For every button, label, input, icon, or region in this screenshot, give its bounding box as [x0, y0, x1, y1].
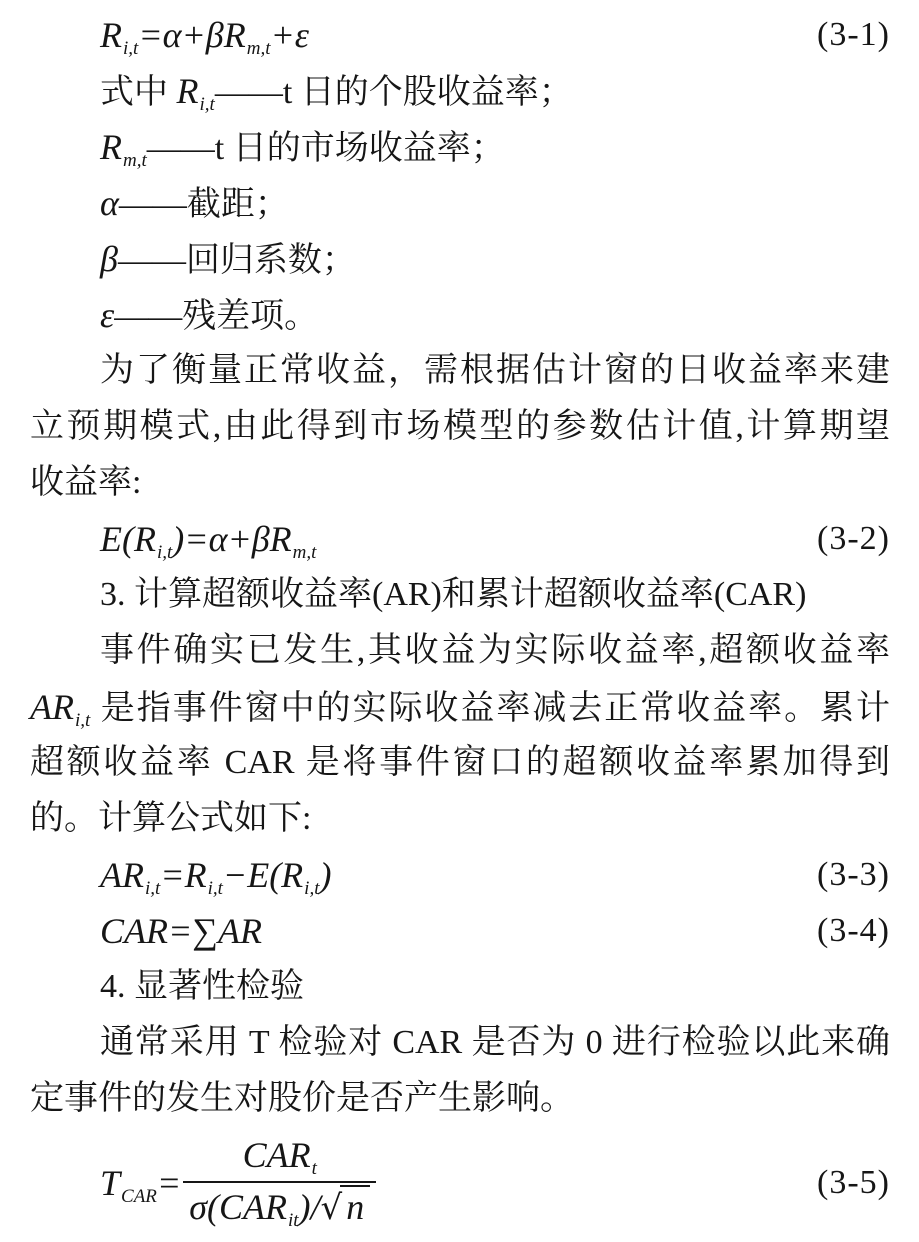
math-subscript: i,t [156, 542, 173, 563]
math-subscript: t [311, 1158, 317, 1179]
paragraph-3-line-2: 定事件的发生对股价是否产生影响。 [30, 1080, 574, 1117]
paragraph-1-line-2: 立预期模式,由此得到市场模型的参数估计值,计算期望 [30, 408, 890, 445]
math-symbol: AR [100, 855, 144, 895]
definition-individual-return [0, 63, 919, 119]
math-subscript: CAR [121, 1186, 157, 1207]
math-symbol: ) [319, 855, 332, 895]
paragraph-2-line-2 [0, 679, 919, 735]
math-subscript: m,t [246, 38, 271, 59]
text-run: 是指事件窗中的实际收益率减去正常收益率。累计 [90, 690, 890, 727]
math-symbol: CAR [242, 1135, 311, 1175]
math-symbol: =R [160, 855, 207, 895]
equation-3-1-number: (3-1) [817, 16, 890, 53]
math-symbol: −E(R [222, 855, 304, 895]
equation-3-1-formula [100, 14, 309, 59]
section-4-heading: 4. 显著性检验 [100, 968, 304, 1005]
text-run: ——t 日的市场收益率； [146, 130, 505, 167]
text-run: ——截距； [118, 186, 289, 223]
paragraph-1-line-1: 为了衡量正常收益，需根据估计窗的日收益率来建 [100, 352, 890, 389]
math-subscript: i,t [123, 38, 139, 59]
math-subscript: i,t [304, 878, 320, 899]
math-symbol: R [176, 71, 199, 111]
equation-3-4-formula [100, 910, 262, 952]
math-symbol: = [156, 1163, 182, 1203]
math-symbol: AR [30, 687, 74, 727]
math-subscript: i,t [74, 710, 91, 731]
equation-3-4-number: (3-4) [817, 912, 890, 949]
paragraph-2-line-4: 的。计算公式如下: [30, 800, 312, 837]
math-subscript: m,t [123, 150, 147, 171]
math-symbol: β [100, 239, 118, 279]
math-subscript: m,t [292, 542, 317, 563]
definition-regression-coefficient [0, 231, 919, 287]
paragraph-3-line-1: 通常采用 T 检验对 CAR 是否为 0 进行检验以此来确 [100, 1024, 890, 1061]
equation-3-5 [0, 1127, 919, 1239]
equation-3-5-formula [100, 1133, 376, 1233]
fraction-numerator [183, 1133, 376, 1183]
equation-3-2-number: (3-2) [817, 520, 890, 557]
math-subscript: it [287, 1210, 299, 1231]
paragraph-2-line-1: 事件确实已发生,其收益为实际收益率,超额收益率 [100, 632, 890, 669]
math-symbol: σ(CAR [189, 1187, 287, 1227]
equation-3-2-formula [100, 518, 317, 563]
definition-residual [0, 287, 919, 343]
math-symbol: ε [100, 295, 115, 335]
math-symbol: R [100, 127, 122, 167]
text-run: ——回归系数； [117, 242, 356, 279]
equation-3-5-number: (3-5) [817, 1164, 890, 1201]
math-symbol: )/ [298, 1187, 321, 1227]
math-symbol: )=α+βR [172, 519, 292, 559]
equation-3-2 [0, 511, 919, 567]
math-symbol: CAR=∑AR [100, 911, 262, 951]
fraction-denominator [183, 1183, 376, 1233]
equation-3-3 [0, 847, 919, 903]
math-symbol: T [100, 1163, 121, 1203]
paragraph-1-line-3: 收益率: [30, 464, 142, 501]
equation-3-1 [0, 7, 919, 63]
math-subscript: i,t [144, 878, 161, 899]
square-root [320, 1187, 371, 1228]
text-run: ——残差项。 [114, 298, 319, 335]
equation-3-5-lhs [100, 1162, 182, 1207]
equation-3-3-formula [100, 854, 332, 899]
radical-sign: √ [320, 1188, 343, 1228]
math-symbol: R [100, 15, 122, 55]
fraction [183, 1133, 376, 1233]
denominator-sigma-term [189, 1187, 321, 1231]
section-3-heading: 3. 计算超额收益率(AR)和累计超额收益率(CAR) [100, 576, 807, 613]
text-run: ——t 日的个股收益率； [214, 74, 573, 111]
definition-intercept [0, 175, 919, 231]
paragraph-2-line-3: 超额收益率 CAR 是将事件窗口的超额收益率累加得到 [30, 744, 890, 781]
math-subscript: i,t [199, 94, 215, 115]
math-symbol: =α+βR [138, 15, 246, 55]
math-symbol: E(R [100, 519, 156, 559]
text-run: 式中 [100, 74, 177, 111]
math-symbol: α [100, 183, 119, 223]
math-subscript: i,t [207, 878, 223, 899]
equation-3-4 [0, 903, 919, 959]
definition-market-return [0, 119, 919, 175]
radicand: n [340, 1185, 370, 1227]
equation-3-3-number: (3-3) [817, 856, 890, 893]
math-symbol: +ε [270, 15, 309, 55]
